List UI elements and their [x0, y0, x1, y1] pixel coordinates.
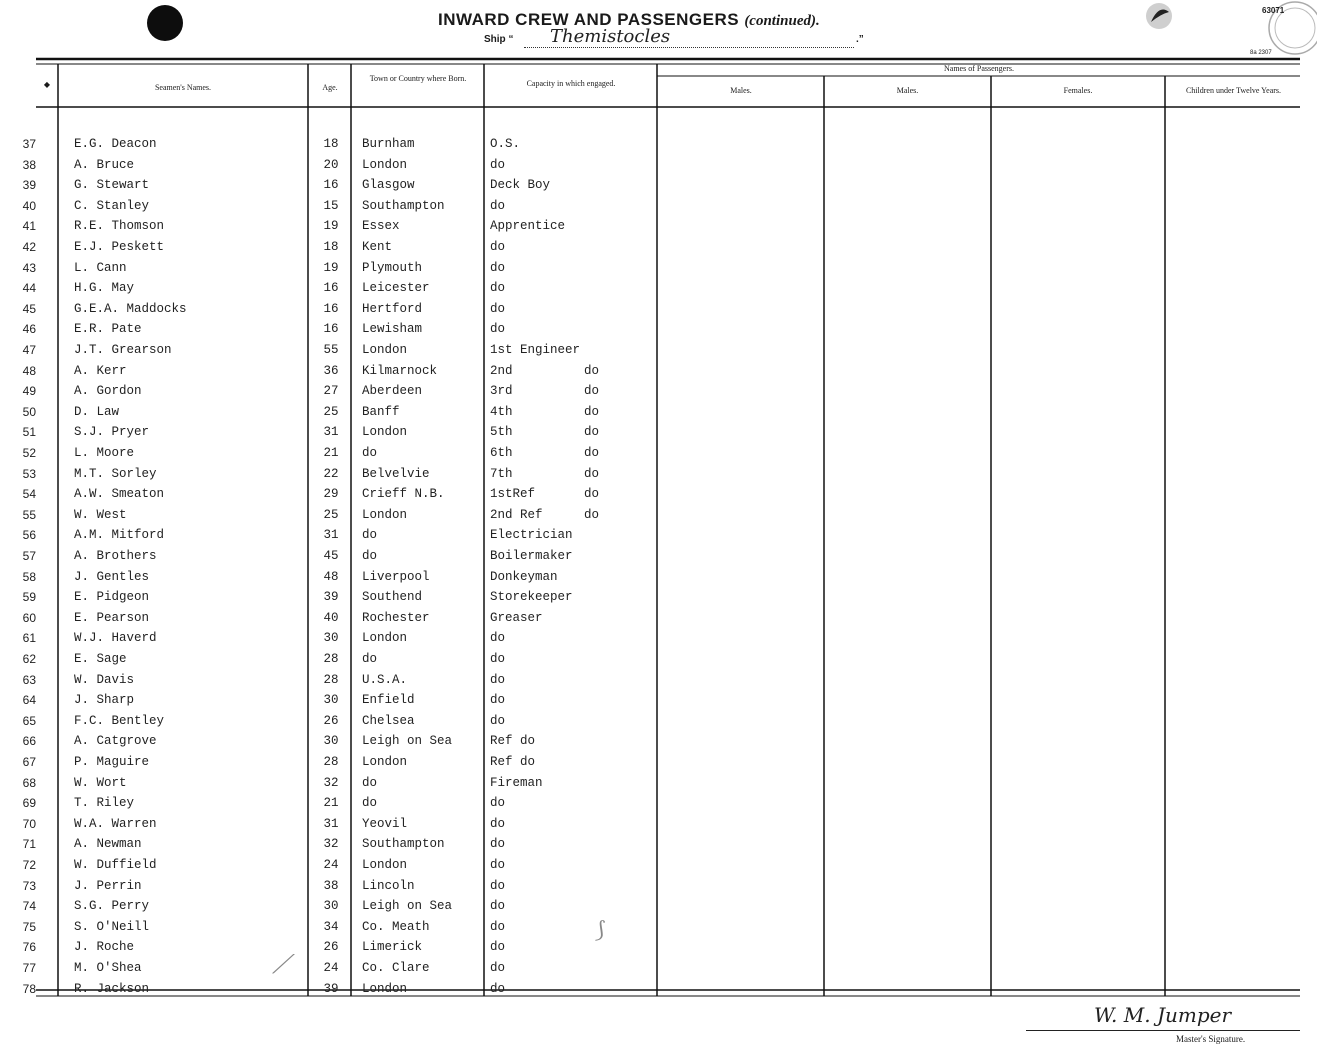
capacity-do: do — [584, 487, 600, 502]
seaman-name: W. Davis — [74, 672, 135, 687]
row-number: 42 — [22, 240, 36, 254]
capacity: do — [490, 157, 506, 172]
seaman-name: A. Gordon — [74, 384, 142, 399]
table-row — [0, 322, 1323, 342]
stamp-mark-icon — [1143, 0, 1175, 32]
table-row — [0, 528, 1323, 548]
seaman-name: S. O'Neill — [74, 919, 150, 934]
table-row — [0, 302, 1323, 322]
birthplace: London — [362, 981, 408, 996]
birthplace: do — [362, 549, 378, 563]
row-number: 46 — [22, 322, 36, 337]
table-row — [0, 446, 1323, 466]
row-number: 57 — [22, 549, 36, 563]
table-row — [0, 940, 1323, 960]
table-row — [0, 817, 1323, 837]
table-row — [0, 467, 1323, 487]
seaman-name: E.G. Deacon — [74, 137, 157, 151]
table-row — [0, 364, 1323, 384]
table-row — [0, 611, 1323, 631]
ship-label: Ship “ — [484, 34, 514, 45]
seaman-name: A. Kerr — [74, 363, 127, 378]
row-number: 72 — [22, 858, 36, 872]
age: 20 — [323, 157, 339, 172]
table-row — [0, 755, 1323, 775]
birthplace: Limerick — [362, 940, 423, 955]
capacity: Electrician — [490, 528, 573, 543]
row-number: 44 — [22, 281, 36, 296]
table-row — [0, 199, 1323, 219]
capacity: do — [490, 693, 506, 708]
age: 28 — [323, 652, 339, 666]
seaman-name: S.J. Pryer — [74, 425, 150, 440]
signature-label: Master's Signature. — [1176, 1034, 1246, 1044]
table-row — [0, 158, 1323, 178]
col-children: Children under Twelve Years. — [1185, 86, 1282, 95]
row-number: 37 — [22, 137, 36, 151]
age: 19 — [323, 260, 339, 275]
row-number: 53 — [22, 466, 36, 481]
age: 31 — [323, 816, 339, 831]
seaman-name: A.W. Smeaton — [74, 487, 165, 502]
col-capacity: Capacity in which engaged. — [526, 79, 616, 88]
birthplace: Lewisham — [362, 322, 423, 337]
birthplace: Southend — [362, 590, 423, 605]
row-number: 47 — [22, 343, 36, 357]
seaman-name: R. Jackson — [74, 981, 150, 996]
form-code: 8a 2307 — [1250, 50, 1272, 56]
table-row — [0, 734, 1323, 754]
col-age: Age. — [322, 83, 338, 92]
row-number: 59 — [22, 590, 36, 605]
table-row — [0, 693, 1323, 713]
capacity: do — [490, 631, 506, 646]
capacity: do — [490, 322, 506, 337]
capacity-do: do — [584, 404, 600, 419]
age: 31 — [323, 528, 339, 543]
table-row — [0, 425, 1323, 445]
row-number: 67 — [22, 755, 36, 769]
col-town-born: Town or Country where Born. — [369, 74, 467, 83]
seaman-name: J. Sharp — [74, 693, 135, 708]
capacity: Apprentice — [490, 219, 566, 234]
age: 27 — [323, 384, 339, 399]
table-row — [0, 714, 1323, 734]
row-number: 43 — [22, 260, 36, 275]
birthplace: Aberdeen — [362, 384, 423, 399]
age: 16 — [323, 301, 339, 316]
row-number: 63 — [22, 672, 36, 687]
table-row — [0, 879, 1323, 899]
seaman-name: M. O'Shea — [74, 961, 142, 975]
seaman-name: E. Pearson — [74, 610, 150, 625]
capacity: do — [490, 672, 506, 687]
row-number: 58 — [22, 569, 36, 584]
birthplace: do — [362, 796, 378, 811]
row-number: 64 — [22, 693, 36, 708]
capacity: Donkeyman — [490, 569, 558, 584]
birthplace: Belvelvie — [362, 466, 430, 481]
capacity: 1stRef — [490, 487, 536, 502]
birthplace: U.S.A. — [362, 672, 408, 687]
row-number: 76 — [22, 940, 36, 955]
capacity: 4th — [490, 404, 513, 419]
capacity: do — [490, 281, 506, 296]
seaman-name: T. Riley — [74, 796, 135, 811]
capacity: Boilermaker — [490, 549, 573, 563]
row-number: 62 — [22, 652, 36, 666]
seaman-name: A. Newman — [74, 837, 142, 852]
capacity: do — [490, 940, 506, 955]
capacity: do — [490, 198, 506, 213]
punch-hole — [147, 5, 183, 41]
capacity: do — [490, 878, 506, 893]
age: 19 — [323, 219, 339, 234]
age: 18 — [323, 240, 339, 254]
age: 36 — [323, 363, 339, 378]
table-row — [0, 920, 1323, 940]
birthplace: Enfield — [362, 693, 415, 708]
capacity-do: do — [584, 425, 600, 440]
row-number: 38 — [22, 157, 36, 172]
age: 38 — [323, 878, 339, 893]
table-row — [0, 982, 1323, 1002]
pencil-mark: ⟆ — [596, 918, 605, 943]
capacity: Fireman — [490, 775, 543, 790]
pencil-mark: ⟋ — [272, 950, 291, 980]
seaman-name: F.C. Bentley — [74, 713, 165, 728]
seaman-name: J. Gentles — [74, 569, 150, 584]
age: 39 — [323, 590, 339, 605]
birthplace: Chelsea — [362, 713, 415, 728]
age: 24 — [323, 961, 339, 975]
birthplace: do — [362, 446, 378, 460]
row-number: 60 — [22, 610, 36, 625]
table-row — [0, 570, 1323, 590]
birthplace: Leigh on Sea — [362, 734, 453, 749]
table-row — [0, 281, 1323, 301]
row-number: 70 — [22, 816, 36, 831]
capacity-do: do — [584, 384, 600, 399]
capacity: Storekeeper — [490, 590, 573, 605]
seaman-name: A.M. Mitford — [74, 528, 165, 543]
row-number: 55 — [22, 507, 36, 522]
capacity: do — [490, 301, 506, 316]
row-number: 66 — [22, 734, 36, 749]
seaman-name: C. Stanley — [74, 198, 150, 213]
birthplace: do — [362, 775, 378, 790]
capacity: 2nd Ref — [490, 507, 543, 522]
table-row — [0, 837, 1323, 857]
row-number: 56 — [22, 528, 36, 543]
row-number: 73 — [22, 878, 36, 893]
capacity: do — [490, 240, 506, 254]
table-row — [0, 899, 1323, 919]
capacity: do — [490, 652, 506, 666]
age: 16 — [323, 281, 339, 296]
seaman-name: G. Stewart — [74, 178, 150, 193]
seaman-name: A. Catgrove — [74, 734, 157, 749]
row-number: 45 — [22, 301, 36, 316]
seaman-name: M.T. Sorley — [74, 466, 157, 481]
age: 21 — [323, 446, 339, 460]
age: 16 — [323, 322, 339, 337]
table-row — [0, 673, 1323, 693]
capacity: Ref do — [490, 734, 536, 749]
table-row — [0, 343, 1323, 363]
age: 45 — [323, 549, 339, 563]
seaman-name: G.E.A. Maddocks — [74, 301, 187, 316]
age: 32 — [323, 775, 339, 790]
age: 26 — [323, 940, 339, 955]
birthplace: Kilmarnock — [362, 363, 438, 378]
birthplace: Leicester — [362, 281, 430, 296]
birthplace: Rochester — [362, 610, 430, 625]
age: 29 — [323, 487, 339, 502]
table-row — [0, 405, 1323, 425]
row-number: 41 — [22, 219, 36, 234]
seaman-name: W.A. Warren — [74, 816, 157, 831]
table-row — [0, 776, 1323, 796]
table-row — [0, 631, 1323, 651]
age: 31 — [323, 425, 339, 440]
row-number: 48 — [22, 363, 36, 378]
table-row — [0, 652, 1323, 672]
row-number: 77 — [22, 961, 36, 975]
age: 34 — [323, 919, 339, 934]
age: 21 — [323, 796, 339, 811]
row-number: 54 — [22, 487, 36, 502]
seaman-name: W.J. Haverd — [74, 631, 157, 646]
birthplace: London — [362, 755, 408, 769]
row-number: 51 — [22, 425, 36, 440]
age: 30 — [323, 734, 339, 749]
age: 48 — [323, 569, 339, 584]
seaman-name: W. Wort — [74, 775, 127, 790]
birthplace: Southampton — [362, 198, 445, 213]
seaman-name: S.G. Perry — [74, 899, 150, 914]
row-number: 39 — [22, 178, 36, 193]
row-number: 50 — [22, 404, 36, 419]
table-row — [0, 178, 1323, 198]
seaman-name: D. Law — [74, 404, 120, 419]
capacity: do — [490, 816, 506, 831]
seaman-name: J. Roche — [74, 940, 135, 955]
capacity: do — [490, 837, 506, 852]
seaman-name: E. Pidgeon — [74, 590, 150, 605]
title-suffix: (continued). — [744, 13, 820, 29]
birthplace: Burnham — [362, 137, 415, 151]
capacity: do — [490, 899, 506, 914]
seaman-name: J. Perrin — [74, 878, 142, 893]
birthplace: London — [362, 858, 408, 872]
capacity-do: do — [584, 363, 600, 378]
capacity: do — [490, 796, 506, 811]
col-males-1: Males. — [730, 86, 752, 95]
birthplace: do — [362, 652, 378, 666]
capacity: do — [490, 260, 506, 275]
col-passengers-group: Names of Passengers. — [944, 64, 1014, 73]
birthplace: Leigh on Sea — [362, 899, 453, 914]
capacity: 2nd — [490, 363, 513, 378]
row-number: 61 — [22, 631, 36, 646]
title-text: INWARD CREW AND PASSENGERS — [438, 10, 740, 29]
capacity: do — [490, 919, 506, 934]
table-row — [0, 219, 1323, 239]
row-number: 71 — [22, 837, 36, 852]
birthplace: Banff — [362, 404, 400, 419]
age: 18 — [323, 137, 339, 151]
seaman-name: E. Sage — [74, 652, 127, 666]
row-number: 78 — [22, 981, 36, 996]
capacity-do: do — [584, 507, 600, 522]
row-number: 68 — [22, 775, 36, 790]
age: 30 — [323, 899, 339, 914]
age: 30 — [323, 693, 339, 708]
seaman-name: L. Moore — [74, 446, 135, 460]
capacity: Greaser — [490, 610, 543, 625]
table-row — [0, 961, 1323, 981]
capacity: do — [490, 961, 506, 975]
row-number: 74 — [22, 899, 36, 914]
age: 32 — [323, 837, 339, 852]
birthplace: Co. Clare — [362, 961, 430, 975]
seaman-name: L. Cann — [74, 260, 127, 275]
seaman-name: H.G. May — [74, 281, 135, 296]
birthplace: London — [362, 425, 408, 440]
age: 24 — [323, 858, 339, 872]
seaman-name: J.T. Grearson — [74, 343, 172, 357]
table-row — [0, 590, 1323, 610]
seaman-name: W. West — [74, 507, 127, 522]
signature-line — [1026, 1030, 1300, 1031]
birthplace: London — [362, 631, 408, 646]
row-number: 65 — [22, 713, 36, 728]
capacity: Deck Boy — [490, 178, 551, 193]
seaman-name: W. Duffield — [74, 858, 157, 872]
table-row — [0, 549, 1323, 569]
birthplace: Crieff N.B. — [362, 487, 445, 502]
ship-name-line — [524, 47, 854, 48]
col-seamen-names: Seamen's Names. — [154, 83, 212, 92]
capacity: do — [490, 713, 506, 728]
table-row — [0, 487, 1323, 507]
table-row — [0, 858, 1323, 878]
capacity: do — [490, 858, 506, 872]
birthplace: Essex — [362, 219, 400, 234]
age: 16 — [323, 178, 339, 193]
row-number: 49 — [22, 384, 36, 399]
capacity: 6th — [490, 446, 513, 460]
table-row — [0, 137, 1323, 157]
birthplace: London — [362, 507, 408, 522]
table-row — [0, 796, 1323, 816]
capacity-do: do — [584, 446, 600, 460]
capacity: do — [490, 981, 506, 996]
capacity: 1st Engineer — [490, 343, 581, 357]
birthplace: Plymouth — [362, 260, 423, 275]
seaman-name: E.R. Pate — [74, 322, 142, 337]
age: 28 — [323, 672, 339, 687]
capacity: 3rd — [490, 384, 513, 399]
col-females: Females. — [1063, 86, 1093, 95]
row-number: 40 — [22, 198, 36, 213]
birthplace: Lincoln — [362, 878, 415, 893]
row-number: 69 — [22, 796, 36, 811]
ship-close-quote: .” — [856, 34, 864, 45]
row-marker-icon: ◆ — [43, 80, 51, 89]
col-males-2: Males. — [896, 86, 919, 95]
birthplace: Hertford — [362, 301, 423, 316]
birthplace: London — [362, 343, 408, 357]
birthplace: Kent — [362, 240, 393, 254]
capacity: 5th — [490, 425, 513, 440]
age: 25 — [323, 404, 339, 419]
birthplace: do — [362, 528, 378, 543]
age: 30 — [323, 631, 339, 646]
row-number: 75 — [22, 919, 36, 934]
seaman-name: E.J. Peskett — [74, 240, 165, 254]
seaman-name: R.E. Thomson — [74, 219, 165, 234]
age: 22 — [323, 466, 339, 481]
table-row — [0, 508, 1323, 528]
capacity-do: do — [584, 466, 600, 481]
seaman-name: P. Maguire — [74, 755, 150, 769]
capacity: Ref do — [490, 755, 536, 769]
table-row — [0, 261, 1323, 281]
age: 55 — [323, 343, 339, 357]
birthplace: Liverpool — [362, 569, 430, 584]
ship-name: Themistocles — [550, 26, 671, 47]
capacity: 7th — [490, 466, 513, 481]
capacity: O.S. — [490, 137, 521, 151]
seaman-name: A. Bruce — [74, 157, 135, 172]
seaman-name: A. Brothers — [74, 549, 157, 563]
age: 39 — [323, 981, 339, 996]
age: 25 — [323, 507, 339, 522]
age: 28 — [323, 755, 339, 769]
birthplace: Glasgow — [362, 178, 415, 193]
age: 40 — [323, 610, 339, 625]
birthplace: Yeovil — [362, 816, 408, 831]
form-number: 63071 — [1262, 6, 1285, 15]
birthplace: Southampton — [362, 837, 445, 852]
table-row — [0, 240, 1323, 260]
master-signature: W. M. Jumper — [1094, 1003, 1232, 1027]
age: 26 — [323, 713, 339, 728]
row-number: 52 — [22, 446, 36, 460]
birthplace: Co. Meath — [362, 919, 430, 934]
age: 15 — [323, 198, 339, 213]
birthplace: London — [362, 157, 408, 172]
table-row — [0, 384, 1323, 404]
